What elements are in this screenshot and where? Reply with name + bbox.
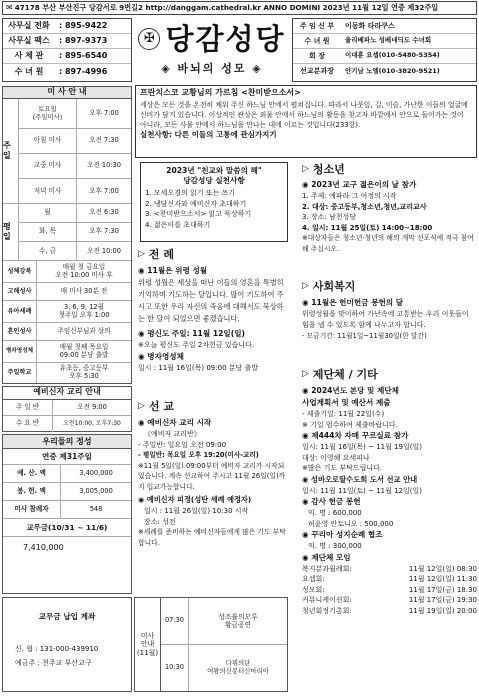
contact-info <box>2 18 132 82</box>
info-row: 수 녀 원 : 897-4996 <box>14 66 108 76</box>
mail-icon: ✉ <box>6 3 13 13</box>
title-block <box>135 18 289 82</box>
page-subtitle: ◈ 바뇌의 성모 ◈ <box>161 62 263 75</box>
church-emblem-icon: ✠ <box>138 28 160 50</box>
mass-guide-title: 미 사 안 내 <box>3 87 131 99</box>
arrow-icon: ▷ <box>138 249 145 260</box>
account-info: 교무금 납입 계좌 신. 협 : 131-000-439910 예금주 : 천주교 부산교구 <box>2 597 132 692</box>
parish-practice: 2023년 "친교와 말씀의 해" 당감성당 실천사항 1. 모세오경의 읽기 또는 쓰기 2. 냉담신자와 예비신자 초대하기 3. <찬미받으소서> 읽고 묵상하기 4. 젊은이를 초대하기 <box>140 162 288 242</box>
meeting-row: 성모회: 11월 17일(금) 18:30 <box>302 585 477 594</box>
clergy-info: 주 임 신 부 이동화 타라쿠스 수 녀 원 율리베파노 성베네딕도 수녀회 회 장 이대훈 요셉(010-5480-5354) 선교분과장 안기남 노엘(010-3820-9521) <box>292 18 477 82</box>
mass-intentions: 미사 안내 (11월) 07:30 성조률의모루 황금공연 10:30 다뮈의단 여왕의신봉터신마리아 <box>134 597 288 692</box>
arrow-icon: ▷ <box>302 281 309 292</box>
youth-section: ▷ 청소년 ◉ 2023년 교구 젊은이의 날 참가 1. 주제: 예파라 그 여정의 시작 2. 대상: 중고등부,청소년,청년,교리교사 3. 장소: 남천성당 4. 일시: 11월 25일(토) 14:00~18:00 ※대상자들은 청소년·청년의 해의 개막 선포식에 적극 참여해 주십시오. <box>302 163 474 253</box>
meeting-row: 요셉회: 11월 12일(일) 11:30 <box>302 575 477 584</box>
info-row: 사무실 팩스 : 897-9373 <box>3 34 131 49</box>
arrow-icon: ▷ <box>302 369 309 380</box>
arrow-icon: ▷ <box>302 164 309 175</box>
address-text: 47178 부산 부산진구 당감서로 9번길2 http://danggam.cathedral.kr ANNO DOMINI 2023년 11월 12일 연중 제32주일 <box>14 2 439 12</box>
mission-section: ▷ 선 교 ◉ 예비신자 교리 시작 《예비자 교리반》 - 주일반: 일요일 오전 09:00 - 평일반: 목요일 오후 19:20(미사-교리) ※11월 5일(일) 09:00부터 예비자 교리가 시작되었습니다. 계속 선교하여 주시고 11월 26일(일)까지 입교가능합니다. ◉ 예비신자 피정(성탄 세례 예정자) 일시 : 11월 26일(일) 10:30 시작 장소: 성전 ※세례를 준비하는 예비신자들에게 많은 기도 부탁합니다. <box>138 400 286 547</box>
pope-teaching: 프란치스코 교황님의 가르침 <찬미받으소서> 세상은 모든 것을 온전히 채워 주신 하느님 안에서 펼쳐집니다. 따라서 나뭇잎, 길, 이슬, 가난한 이들의 얼굴에 신비가 담겨 있습니다. 이상적인 관상은 외물 안에서 하느님의 활동을 찾고자 바깥에서 안으로 들어가는 것이 아니라, 모든 사물 안에서 하느님을 만나는 데에 이르는 것입니다(233항). 실천사항: 다른 이들의 고통에 관심가지기 <box>135 85 477 158</box>
meeting-row: 커뮤니케이션회: 11월 17일(금) 19:30 <box>302 596 477 605</box>
mass-guide: 미 사 안 내 주일 토요일 (주일미사) 오후 7:00 아침 미사 오전 7:30 교중 미사 오전 10:30 저녁 미사 오후 7:00 평일 월 오전 6:30 화, 목 오후 7:30 수, 금 오전 10:00 성체강복 매월 첫 금요일 오전 10:00 미사 후 고해성사 매 미사 30분 전 유아세례 3, 6, 9, 12월 첫주일 오후 1:00 혼인성사 주임신부님과 상의 병자영성체 매월 첫째 목요일 09:00 분당 출발 주일학교 유초등, 중고등부 오후 5:30 <box>2 86 132 384</box>
arrow-icon: ▷ <box>138 401 145 412</box>
offering-summary: 우리들의 정성 연중 제31주일 예. 산. 액 3,400,000 봉. 헌. 액 3,005,000 미사 참례자 548 교무금(10/31 ~ 11/6) 7,410,000 <box>2 434 132 594</box>
meeting-row: 복지분과월례회: 11월 12일(일) 08:30 <box>302 564 477 573</box>
address-bar <box>2 1 477 15</box>
catechumen-info: 예비신자 교리 안내 주 일 반 오전 9:00 수 요 반 오전10:00, 오후7:30 <box>2 386 132 432</box>
welfare-section: ▷ 사회복지 ◉ 11월은 헌미헌금 봉헌의 달 위령성월을 맞이하여 가난속에 고통받는 우리 이웃들이 힘을 낼 수 있도록 함께 나누고자 합니다. - 모금기간: 11월1일~11월30일(한 달간) <box>302 280 469 341</box>
info-row: 사무실 전화 : 895-9422 <box>3 19 131 34</box>
liturgy-section: ▷ 전 례 ◉ 11월은 위령 성월 위령 성월은 세상을 떠난 이들의 영혼을 특별히 기억하며 기도하는 달입니다. 많이 기도하여 주시고 또한 우리 자신의 죽음에 대해서도 묵상하는 한 달이 되었으면 좋겠습니다. ◉ 평신도 주일: 11월 12일(일) ※오늘 평신도 주일 2차헌금 있습니다. ◉ 병자영성체 일시 : 11월 16일(목) 09:00 분당 출발 <box>138 248 284 373</box>
meeting-row: 청년회정기총회: 11월 19일(일) 20:00 <box>302 606 477 615</box>
info-row: 사 제 관 : 895-6540 <box>3 49 131 64</box>
groups-section: ▷ 제단체 / 기타 ◉ 2024년도 본당 및 제단체 사업계획서 및 예산서 제출 - 제출기일: 11월 22일(수) ※ 기일 엄수하여 제출바랍니다. ◉ 제444차 자매 꾸르실료 참가 일시: 11월 16일(목) ~ 11월 19일(일) 대상: 이영해 요세피나 ※많은 기도 부탁드립니다. ◉ 성바오로딸수도회 도서 선교 안내 일시: 11월 11일(토) ~ 11월 12일(일) ◉ 감사 헌금 봉헌 익. 명 : 600,000 허윤영 안토니오 : 500,000 ◉ 꾸리아 성지순례 협조 익. 명 : 300,000 ◉ 제단체 모임 복지분과월례회: 11월 12일(일) 08:30 요셉회: 11월 12일(일) 11:30 성모회: 11월 17일(금) 18:30 커뮤니케이션회: 11월 17일(금) 19:30 청년회정기총회: 11월 19일(일) 20:00 <box>302 368 477 615</box>
page-title: 당감성당 <box>165 22 286 56</box>
